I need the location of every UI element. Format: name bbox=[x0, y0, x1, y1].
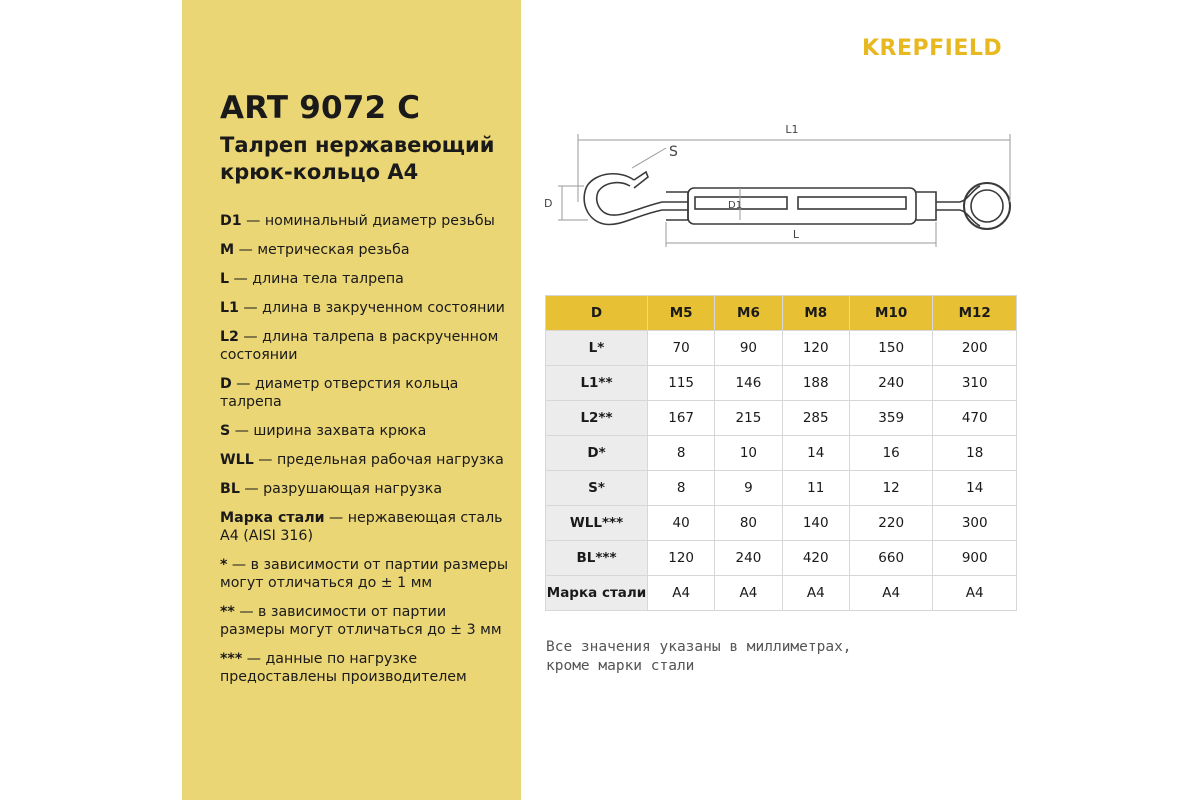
table-cell: А4 bbox=[933, 576, 1017, 611]
legend bbox=[220, 212, 515, 697]
row-label: L2** bbox=[546, 401, 648, 436]
table-header-cell: M6 bbox=[715, 296, 782, 331]
legend-key: Марка стали bbox=[220, 510, 325, 526]
label-d: D bbox=[544, 197, 553, 210]
table-cell: 300 bbox=[933, 506, 1017, 541]
table-cell: 140 bbox=[782, 506, 849, 541]
table-row bbox=[546, 436, 1017, 471]
table-cell: 40 bbox=[648, 506, 715, 541]
spec-table bbox=[545, 295, 1017, 611]
table-cell: 14 bbox=[933, 471, 1017, 506]
legend-key: S bbox=[220, 423, 231, 439]
legend-item bbox=[220, 375, 515, 411]
table-row bbox=[546, 471, 1017, 506]
units-note-line: кроме марки стали bbox=[546, 658, 695, 674]
legend-text: — диаметр отверстия кольца талрепа bbox=[220, 376, 459, 410]
table-header-cell: M5 bbox=[648, 296, 715, 331]
row-label: D* bbox=[546, 436, 648, 471]
legend-item bbox=[220, 480, 515, 498]
legend-item bbox=[220, 509, 515, 545]
table-header-cell: D bbox=[546, 296, 648, 331]
table-row bbox=[546, 576, 1017, 611]
legend-text: — длина талрепа в раскрученном состоянии bbox=[220, 329, 499, 363]
table-cell: 14 bbox=[782, 436, 849, 471]
hook-tip bbox=[634, 172, 648, 188]
table-header-cell: M8 bbox=[782, 296, 849, 331]
table-header-row bbox=[546, 296, 1017, 331]
table-row bbox=[546, 331, 1017, 366]
hook-inner-outline bbox=[597, 183, 662, 215]
table-cell: А4 bbox=[782, 576, 849, 611]
table-cell: 150 bbox=[849, 331, 933, 366]
table-cell: 80 bbox=[715, 506, 782, 541]
row-label: BL*** bbox=[546, 541, 648, 576]
legend-text: — длина тела талрепа bbox=[229, 271, 404, 287]
legend-key: L1 bbox=[220, 300, 239, 316]
legend-key: M bbox=[220, 242, 235, 258]
legend-key: WLL bbox=[220, 452, 254, 468]
legend-key: D1 bbox=[220, 213, 242, 229]
table-cell: 115 bbox=[648, 366, 715, 401]
table-cell: 220 bbox=[849, 506, 933, 541]
table-cell: 12 bbox=[849, 471, 933, 506]
row-label: L1** bbox=[546, 366, 648, 401]
label-l: L bbox=[792, 228, 800, 241]
legend-item bbox=[220, 328, 515, 364]
body-frame bbox=[688, 188, 916, 224]
table-cell: 9 bbox=[715, 471, 782, 506]
row-label: L* bbox=[546, 331, 648, 366]
product-title bbox=[220, 132, 494, 186]
legend-text: — нержавеющая сталь А4 (AISI 316) bbox=[220, 510, 503, 544]
legend-item bbox=[220, 422, 515, 440]
info-panel bbox=[182, 0, 521, 800]
table-cell: 420 bbox=[782, 541, 849, 576]
legend-item bbox=[220, 451, 515, 469]
legend-key: *** bbox=[220, 651, 243, 667]
legend-text: — ширина захвата крюка bbox=[230, 423, 427, 439]
row-label: Марка стали bbox=[546, 576, 648, 611]
legend-text: — метрическая резьба bbox=[234, 242, 410, 258]
table-header-cell: M10 bbox=[849, 296, 933, 331]
body-frame bbox=[666, 192, 688, 220]
legend-item bbox=[220, 299, 515, 317]
table-row bbox=[546, 401, 1017, 436]
body-window bbox=[798, 197, 906, 209]
table-cell: А4 bbox=[715, 576, 782, 611]
table-cell: 8 bbox=[648, 436, 715, 471]
table-cell: 90 bbox=[715, 331, 782, 366]
table-cell: 167 bbox=[648, 401, 715, 436]
table-cell: А4 bbox=[849, 576, 933, 611]
table-cell: 359 bbox=[849, 401, 933, 436]
legend-key: * bbox=[220, 557, 228, 573]
table-cell: 120 bbox=[782, 331, 849, 366]
table-cell: 285 bbox=[782, 401, 849, 436]
table-cell: 120 bbox=[648, 541, 715, 576]
legend-key: L2 bbox=[220, 329, 239, 345]
table-cell: 240 bbox=[849, 366, 933, 401]
dimension-line-s bbox=[632, 148, 666, 168]
table-cell: 18 bbox=[933, 436, 1017, 471]
product-title-line: Талреп нержавеющий bbox=[220, 133, 495, 157]
label-s: S bbox=[669, 144, 678, 160]
table-cell: 188 bbox=[782, 366, 849, 401]
table-header-cell: M12 bbox=[933, 296, 1017, 331]
table-cell: 16 bbox=[849, 436, 933, 471]
row-label: S* bbox=[546, 471, 648, 506]
table-cell: 11 bbox=[782, 471, 849, 506]
hook-outline bbox=[584, 174, 662, 225]
article-number: ART 9072 C bbox=[220, 90, 421, 126]
table-cell: 8 bbox=[648, 471, 715, 506]
legend-key: L bbox=[220, 271, 230, 287]
legend-key: ** bbox=[220, 604, 235, 620]
units-note-line: Все значения указаны в миллиметрах, bbox=[546, 639, 852, 655]
row-label: WLL*** bbox=[546, 506, 648, 541]
turnbuckle-drawing bbox=[540, 110, 1030, 255]
table-cell: 660 bbox=[849, 541, 933, 576]
label-l1: L1 bbox=[785, 123, 799, 136]
product-title-line: крюк-кольцо А4 bbox=[220, 160, 419, 184]
body-frame bbox=[916, 192, 936, 220]
legend-item bbox=[220, 270, 515, 288]
table-cell: 310 bbox=[933, 366, 1017, 401]
table-row bbox=[546, 366, 1017, 401]
table-row bbox=[546, 541, 1017, 576]
table-cell: 470 bbox=[933, 401, 1017, 436]
legend-text: — номинальный диаметр резьбы bbox=[241, 213, 495, 229]
legend-item bbox=[220, 241, 515, 259]
legend-text: — данные по нагрузке предоставлены производителем bbox=[220, 651, 467, 685]
brand-logo: KREPFIELD bbox=[862, 36, 1003, 61]
table-row bbox=[546, 506, 1017, 541]
table-cell: 240 bbox=[715, 541, 782, 576]
legend-item bbox=[220, 650, 515, 686]
label-d1: D1 bbox=[728, 200, 743, 211]
table-cell: А4 bbox=[648, 576, 715, 611]
legend-text: — разрушающая нагрузка bbox=[239, 481, 443, 497]
legend-item bbox=[220, 556, 515, 592]
legend-text: — в зависимости от партии размеры могут отличаться до ± 1 мм bbox=[220, 557, 509, 591]
table-cell: 215 bbox=[715, 401, 782, 436]
table-cell: 146 bbox=[715, 366, 782, 401]
eye-hole bbox=[971, 190, 1003, 222]
legend-text: — предельная рабочая нагрузка bbox=[253, 452, 504, 468]
legend-text: — длина в закрученном состоянии bbox=[238, 300, 505, 316]
table-cell: 10 bbox=[715, 436, 782, 471]
legend-key: D bbox=[220, 376, 232, 392]
legend-text: — в зависимости от партии размеры могут отличаться до ± 3 мм bbox=[220, 604, 502, 638]
legend-item bbox=[220, 212, 515, 230]
table-cell: 200 bbox=[933, 331, 1017, 366]
legend-key: BL bbox=[220, 481, 240, 497]
table-cell: 70 bbox=[648, 331, 715, 366]
table-cell: 900 bbox=[933, 541, 1017, 576]
legend-item bbox=[220, 603, 515, 639]
units-note bbox=[546, 638, 852, 676]
